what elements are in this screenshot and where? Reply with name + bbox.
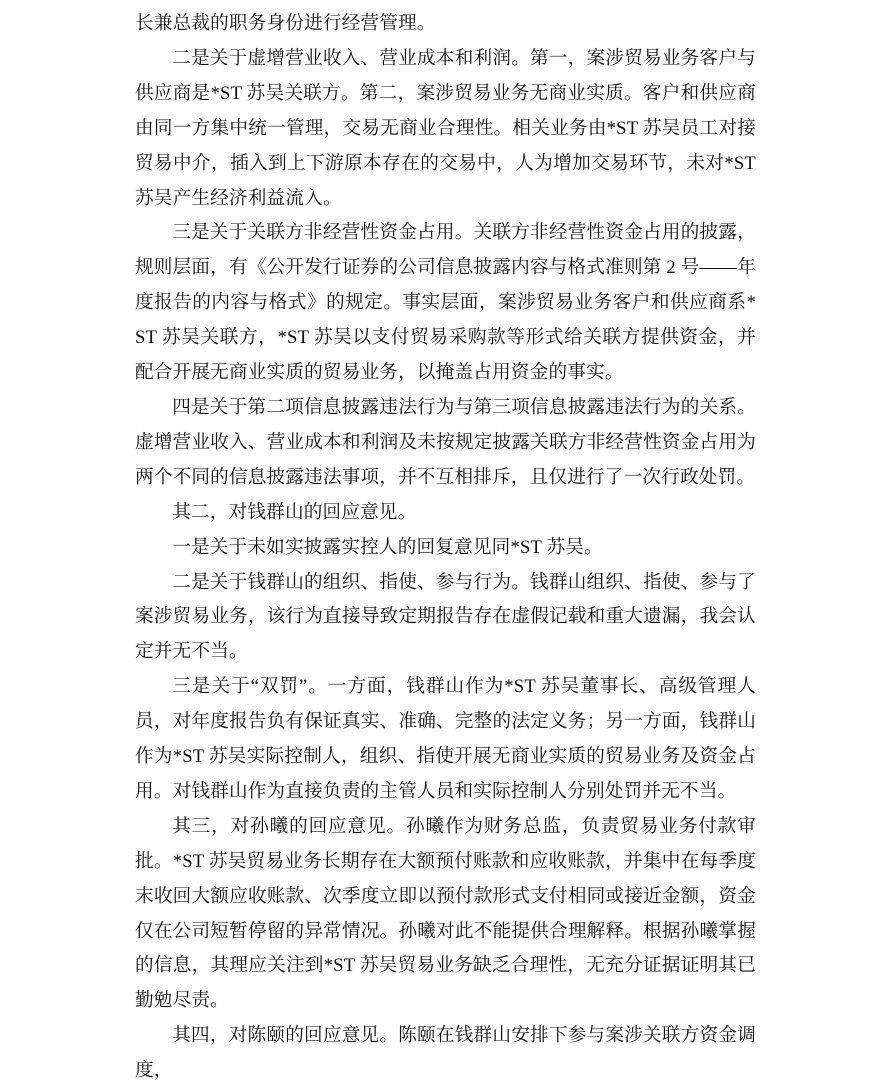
paragraph: 其二，对钱群山的回应意见。 <box>172 501 417 523</box>
paragraph: 其三，对孙曦的回应意见。孙曦作为财务总监，负责贸易业务付款审批。*ST 苏吴贸易业务长期存在大额预付账款和应收账款，并集中在每季度末收回大额应收账款、次季度立即以预付款形式支付相同或接近金额，资金仅在公司短暂停留的异常情况。孙曦对此不能提供合理解释。根据孙曦掌握的信息，其理应关注到*ST 苏吴贸易业务缺乏合理性，无充分证据证明其已勤勉尽责。 <box>135 815 756 1012</box>
paragraph: 二是关于钱群山的组织、指使、参与行为。钱群山组织、指使、参与了案涉贸易业务，该行为直接导致定期报告存在虚假记载和重大遗漏，我会认定并无不当。 <box>135 571 756 663</box>
paragraph: 其四，对陈颐的回应意见。陈颐在钱群山安排下参与案涉关联方资金调度， <box>135 1025 756 1082</box>
paragraph: 二是关于虚增营业收入、营业成本和利润。第一，案涉贸易业务客户与供应商是*ST 苏吴关联方。第二，案涉贸易业务无商业实质。客户和供应商由同一方集中统一管理，交易无商业合理性。相关业务由*ST 苏吴员工对接贸易中介，插入到上下游原本存在的交易中，人为增加交易环节，未对*ST 苏吴产生经济利益流入。 <box>135 47 756 209</box>
paragraph-continuation: 长兼总裁的职务身份进行经营管理。 <box>135 13 436 34</box>
paragraph: 三是关于“双罚”。一方面，钱群山作为*ST 苏吴董事长、高级管理人员，对年度报告负有保证真实、准确、完整的法定义务；另一方面，钱群山作为*ST 苏吴实际控制人，组织、指使开展无商业实质的贸易业务及资金占用。对钱群山作为直接负责的主管人员和实际控制人分别处罚并无不当。 <box>135 676 756 802</box>
paragraph: 四是关于第二项信息披露违法行为与第三项信息披露违法行为的关系。虚增营业收入、营业成本和利润及未按规定披露关联方非经营性资金占用为两个不同的信息披露违法事项，并不互相排斥，且仅进行了一次行政处罚。 <box>135 396 756 488</box>
paragraph: 一是关于未如实披露实控人的回复意见同*ST 苏吴。 <box>172 536 603 558</box>
paragraph: 三是关于关联方非经营性资金占用。关联方非经营性资金占用的披露，规则层面，有《公开发行证券的公司信息披露内容与格式准则第 2 号——年度报告的内容与格式》的规定。事实层面，案涉贸易业务客户和供应商系*ST 苏吴关联方，*ST 苏吴以支付贸易采购款等形式给关联方提供资金，并配合开展无商业实质的贸易业务，以掩盖占用资金的事实。 <box>135 222 756 384</box>
